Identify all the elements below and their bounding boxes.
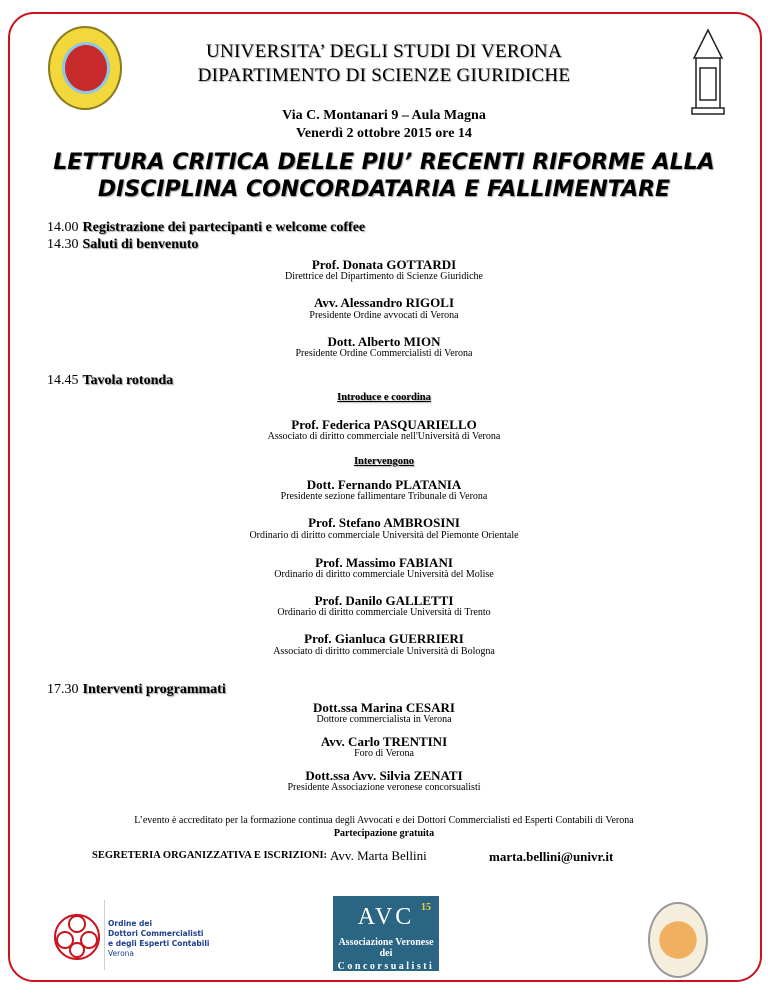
speaker-name: Prof. Stefano AMBROSINI [308, 515, 460, 530]
speaker-name: Prof. Massimo FABIANI [315, 555, 453, 570]
avc-anniversary-badge: 15 [421, 902, 431, 913]
venue: Via C. Montanari 9 – Aula Magna [282, 108, 486, 123]
program-item: 14.45 Tavola rotonda [47, 373, 174, 388]
avc-line: Concorsualisti [337, 961, 435, 972]
speaker-role: Presidente sezione fallimentare Tribunale di Verona [280, 491, 488, 502]
speaker-name: Avv. Carlo TRENTINI [320, 734, 448, 749]
odcec-line: e degli Esperti Contabili [108, 939, 210, 948]
speaker-role: Direttrice del Dipartimento di Scienze Giuridiche [285, 271, 483, 282]
speaker-name: Dott. Fernando PLATANIA [306, 477, 462, 492]
speaker-role: Presidente Ordine Commercialisti di Verona [295, 348, 473, 359]
speaker-name: Dott. Alberto MION [327, 334, 441, 349]
speaker-role: Presidente Associazione veronese concorsualisti [287, 782, 481, 793]
speaker-role: Foro di Verona [354, 748, 414, 759]
speaker-role: Ordinario di diritto commerciale Università di Trento [277, 607, 491, 618]
avc-line: Associazione Veronese dei [338, 937, 434, 959]
speaker-name: Dott.ssa Avv. Silvia ZENATI [305, 768, 463, 783]
program-item: 17.30 Interventi programmati [47, 682, 226, 697]
speaker-name: Avv. Alessandro RIGOLI [313, 295, 455, 310]
program-item: 14.30 Saluti di benvenuto [47, 237, 199, 252]
event-date: Venerdì 2 ottobre 2015 ore 14 [296, 126, 472, 141]
speakers-label: Intervengono [353, 456, 415, 467]
moderator-label: Introduce e coordina [337, 392, 431, 403]
program-item: 14.00 Registrazione dei partecipanti e welcome coffee [47, 220, 366, 235]
speaker-role: Presidente Ordine avvocati di Verona [309, 310, 459, 321]
accreditation-note: L’evento è accreditato per la formazione continua degli Avvocati e dei Dottori Commercialisti ed Esperti Contabili di Verona [134, 815, 634, 826]
speaker-role: Ordinario di diritto commerciale Università del Piemonte Orientale [249, 530, 519, 541]
speaker-role: Ordinario di diritto commerciale Università del Molise [274, 569, 494, 580]
odcec-knot-icon [52, 912, 102, 962]
event-title-line2: DISCIPLINA CONCORDATARIA E FALLIMENTARE [97, 177, 671, 202]
odcec-logo [52, 900, 212, 970]
avc-mark: AVC [357, 904, 415, 930]
speaker-role: Dottore commercialista in Verona [316, 714, 452, 725]
event-title-line1: LETTURA CRITICA DELLE PIU’ RECENTI RIFORME ALLA [53, 150, 715, 175]
secretariat-name: Avv. Marta Bellini [330, 848, 427, 863]
contact-email[interactable]: marta.bellini@univr.it [489, 849, 614, 864]
department-name: DIPARTIMENTO DI SCIENZE GIURIDICHE [197, 65, 571, 86]
speaker-role: Associato di diritto commerciale Università di Bologna [273, 646, 495, 657]
odcec-line: Verona [108, 949, 135, 958]
bar-association-seal-logo [648, 902, 708, 978]
avc-logo [333, 896, 439, 971]
secretariat-label: SEGRETERIA ORGANIZZATIVA E ISCRIZIONI: [92, 850, 328, 861]
speaker-name: Prof. Gianluca GUERRIERI [304, 631, 464, 646]
speaker-name: Prof. Donata GOTTARDI [311, 257, 457, 272]
free-participation: Partecipazione gratuita [333, 828, 435, 839]
speaker-name: Prof. Danilo GALLETTI [314, 593, 454, 608]
speaker-name: Dott.ssa Marina CESARI [313, 700, 455, 715]
odcec-line: Dottori Commercialisti [108, 929, 204, 938]
speaker-role: Associato di diritto commerciale nell'Università di Verona [267, 431, 501, 442]
university-name: UNIVERSITA’ DEGLI STUDI DI VERONA [206, 41, 562, 62]
odcec-line: Ordine dei [108, 919, 153, 928]
speaker-name: Prof. Federica PASQUARIELLO [291, 417, 477, 432]
